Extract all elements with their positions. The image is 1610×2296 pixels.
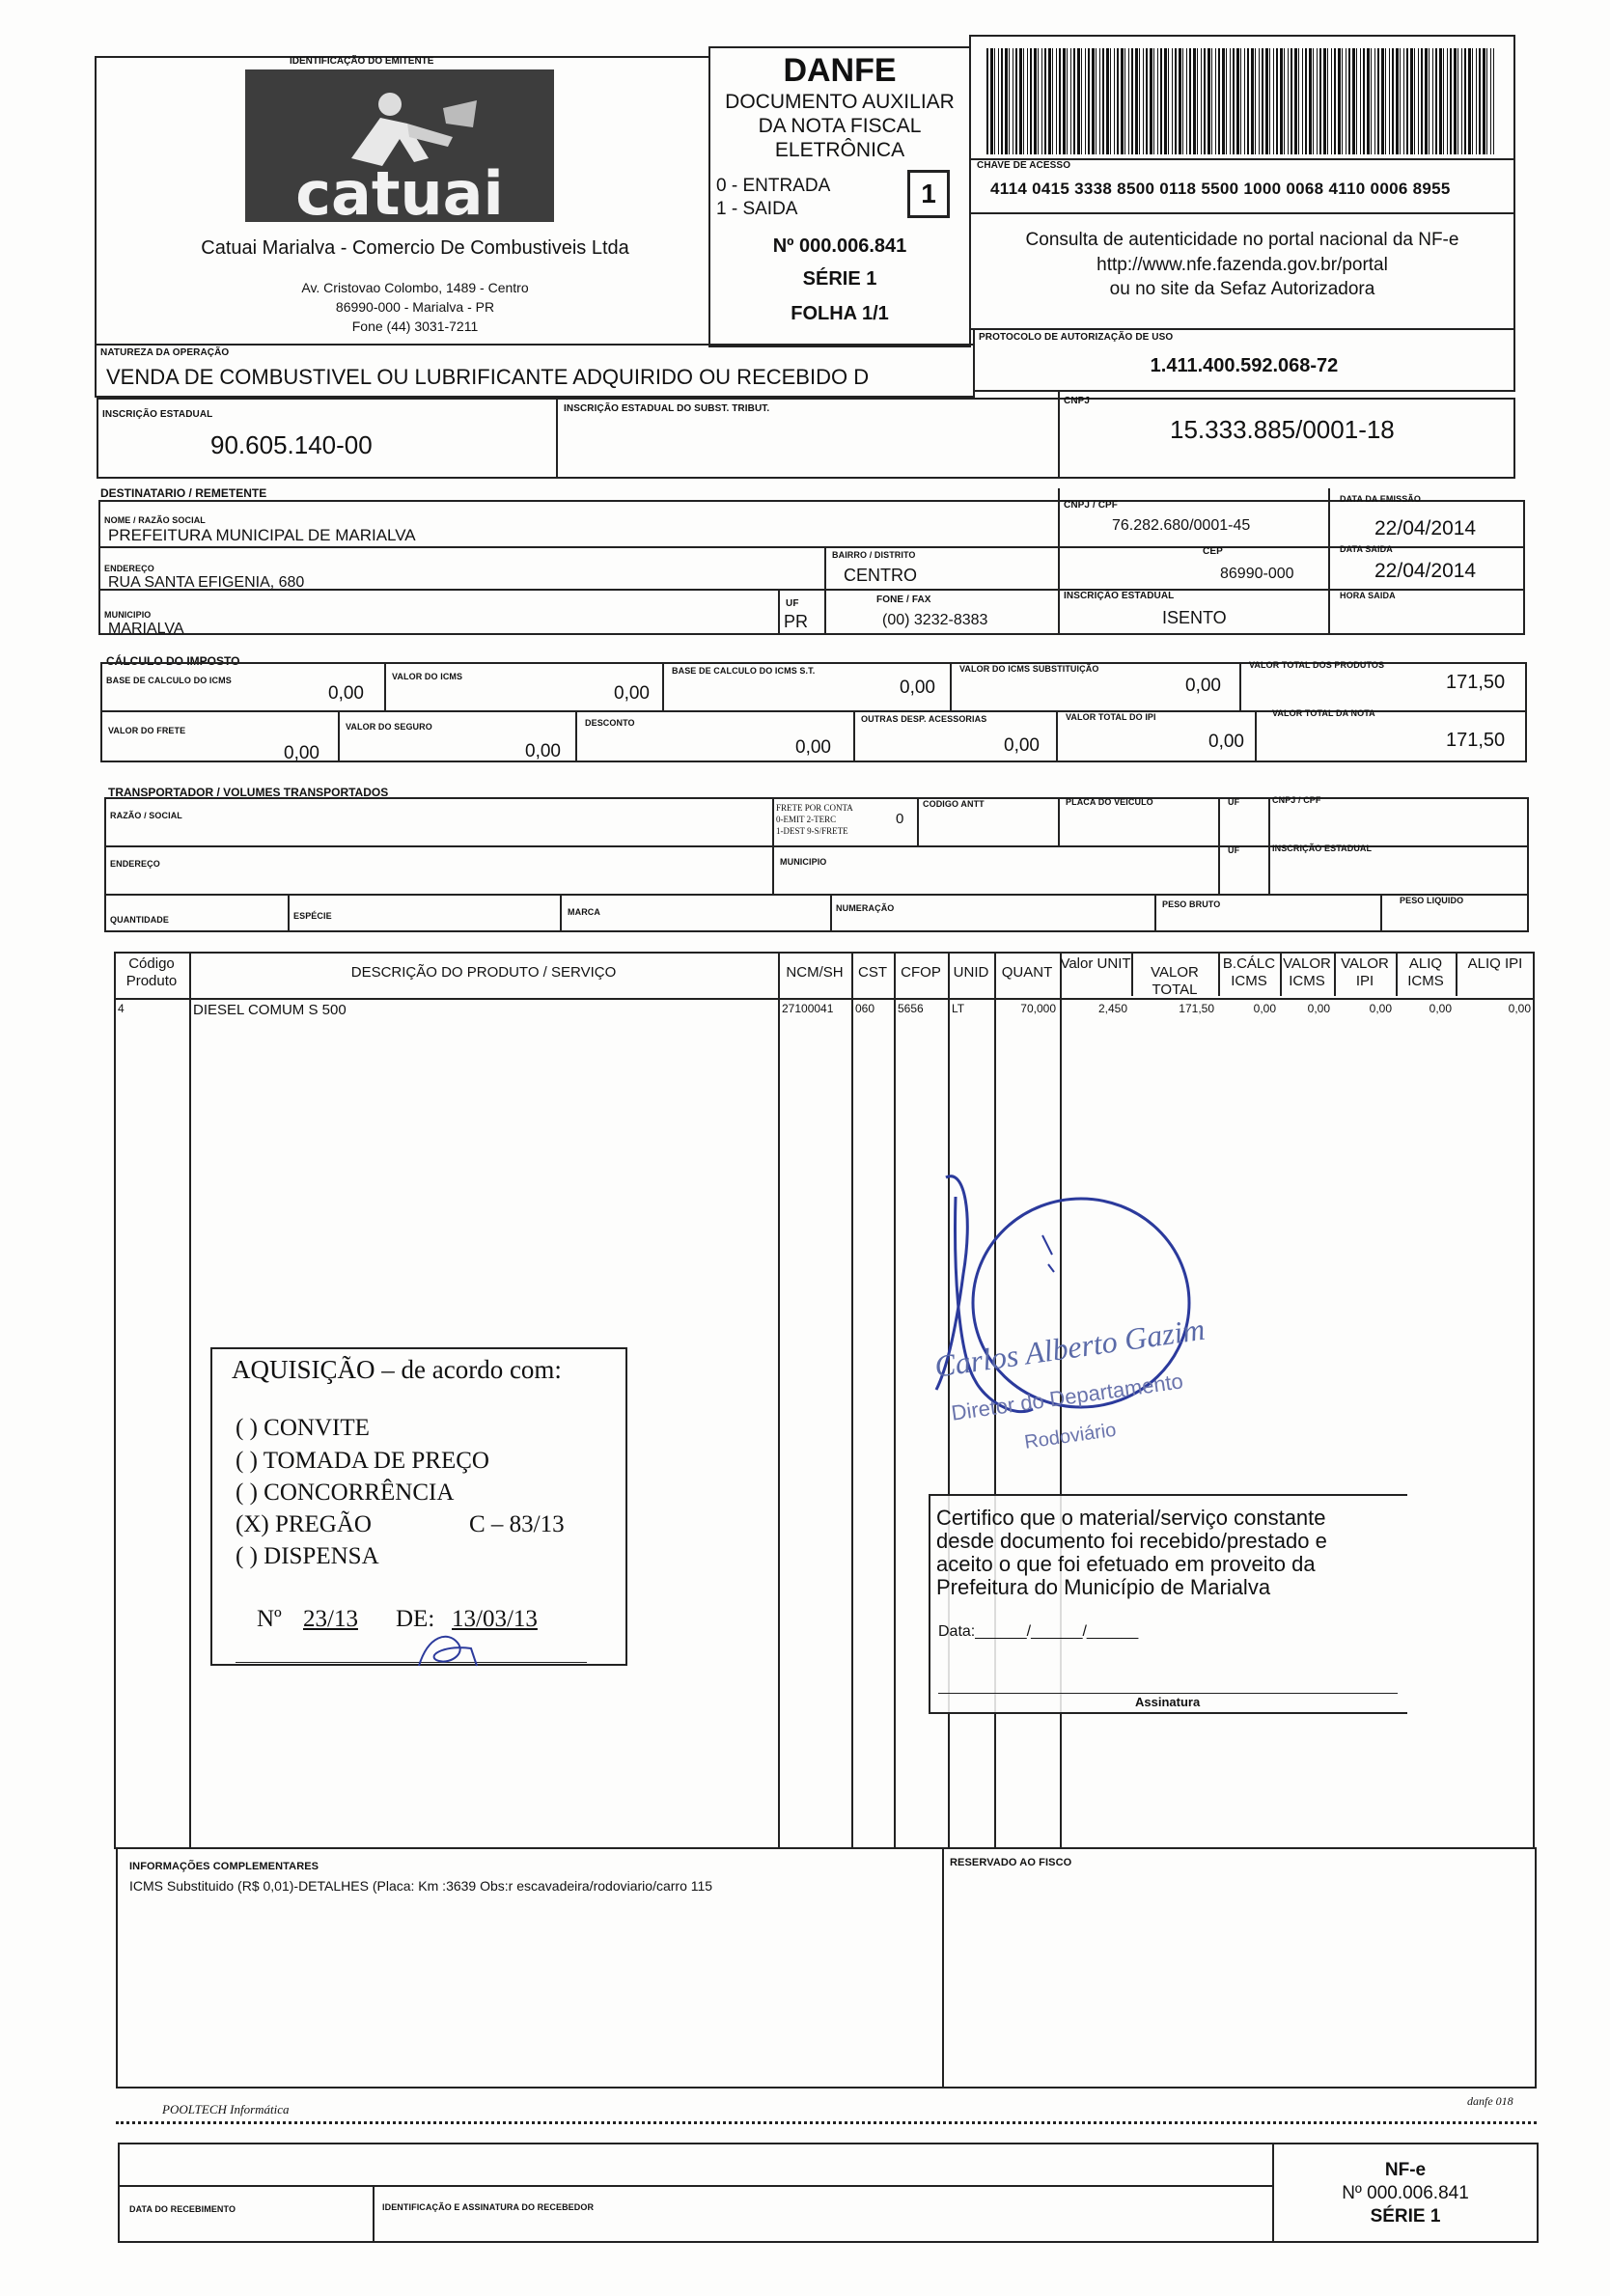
certify-assinatura: Assinatura xyxy=(1135,1695,1201,1709)
recipient-cnpj-value: 76.282.680/0001-45 xyxy=(1112,517,1251,534)
tax-col-9 xyxy=(1255,710,1257,762)
table-cell: 0,00 xyxy=(1429,1002,1452,1015)
recipient-municipio-label: MUNICIPIO xyxy=(104,610,152,620)
emitter-section-label: IDENTIFICAÇÃO DO EMITENTE xyxy=(290,56,434,67)
acquisition-date-label: DE: xyxy=(396,1606,435,1632)
transport-municipio-label: MUNICIPIO xyxy=(780,857,827,867)
table-cell: 70,000 xyxy=(1020,1002,1056,1015)
products-header-cell: DESCRIÇÃO DO PRODUTO / SERVIÇO xyxy=(350,964,617,981)
access-key-label: CHAVE DE ACESSO xyxy=(977,160,1071,171)
info-divider xyxy=(942,1847,944,2089)
canhoto-divider-1 xyxy=(373,2185,375,2243)
ie-divider-1 xyxy=(556,398,558,479)
recipient-bairro-label: BAIRRO / DISTRITO xyxy=(832,550,916,560)
emitter-logo xyxy=(245,69,554,222)
certify-signature-line xyxy=(938,1693,1398,1694)
logo-text: catuai xyxy=(295,158,504,222)
tax-col-2 xyxy=(662,662,664,710)
table-cell: 0,00 xyxy=(1307,1002,1330,1015)
table-cell: 4 xyxy=(118,1002,125,1015)
danfe-saida: 1 - SAIDA xyxy=(716,199,798,219)
products-header-cell: QUANT xyxy=(1001,964,1053,981)
products-header-cell: ALIQ ICMS xyxy=(1407,955,1444,989)
products-header-cell: CFOP xyxy=(901,964,941,981)
transport-col-10 xyxy=(1380,894,1382,932)
acquisition-pregao-ref: C – 83/13 xyxy=(469,1511,565,1537)
recipient-name-label: NOME / RAZÃO SOCIAL xyxy=(104,515,206,525)
danfe-subtitle-3: ELETRÔNICA xyxy=(774,139,905,161)
transport-frete-3: 1-DEST 9-S/FRETE xyxy=(776,826,848,836)
danfe-serie: SÉRIE 1 xyxy=(802,268,877,290)
transport-frete-value: 0 xyxy=(896,811,904,827)
acquisition-title: AQUISIÇÃO – de acordo com: xyxy=(232,1355,562,1384)
transport-col-5 xyxy=(1268,797,1270,894)
cnpj-value: 15.333.885/0001-18 xyxy=(1170,415,1395,444)
recipient-bairro-value: CENTRO xyxy=(844,566,917,585)
tax-frete-label: VALOR DO FRETE xyxy=(108,726,186,735)
acquisition-opt-tomada: ( ) TOMADA DE PREÇO xyxy=(236,1448,489,1474)
access-divider-2 xyxy=(969,212,1515,214)
acquisition-num-label: Nº xyxy=(257,1606,282,1632)
canhoto-serie: SÉRIE 1 xyxy=(1370,2206,1441,2227)
recipient-title: DESTINATARIO / REMETENTE xyxy=(100,486,267,500)
danfe-type-box: 1 xyxy=(907,170,950,218)
tax-base-st: 0,00 xyxy=(900,678,935,698)
transport-antt-label: CODIGO ANTT xyxy=(923,799,985,809)
products-header-cell: CST xyxy=(858,964,887,981)
acquisition-opt-dispensa: ( ) DISPENSA xyxy=(236,1543,379,1569)
products-col-divider xyxy=(778,952,780,1849)
danfe-number: Nº 000.006.841 xyxy=(772,235,907,257)
acquisition-date-value: 13/03/13 xyxy=(452,1606,538,1632)
director-role-2: Rodoviário xyxy=(1023,1419,1118,1453)
info-label: INFORMAÇÕES COMPLEMENTARES xyxy=(129,1861,319,1872)
tax-ipi: 0,00 xyxy=(1208,732,1244,752)
transport-row-2 xyxy=(104,894,1529,896)
acquisition-num-value: 23/13 xyxy=(303,1606,358,1632)
table-cell: 0,00 xyxy=(1369,1002,1392,1015)
tax-seguro: 0,00 xyxy=(525,741,561,761)
canhoto-nfe: NF-e xyxy=(1384,2160,1427,2180)
tax-frete: 0,00 xyxy=(284,743,319,763)
recipient-fone-label: FONE / FAX xyxy=(876,595,931,605)
certify-date: Data:______/______/______ xyxy=(938,1623,1139,1640)
products-col-divider xyxy=(189,952,191,1849)
cut-line xyxy=(116,2121,1537,2124)
transport-peso-bruto-label: PESO BRUTO xyxy=(1162,899,1221,909)
natureza-label: NATUREZA DA OPERAÇÃO xyxy=(100,347,230,358)
products-header-cell: Valor UNIT xyxy=(1060,955,1131,972)
transport-col-4 xyxy=(1218,797,1220,894)
tax-total-prod: 171,50 xyxy=(1446,672,1506,693)
consulta-line-1: Consulta de autenticidade no portal nacional da NF-e xyxy=(1025,230,1459,250)
transport-col-8 xyxy=(830,894,832,932)
ie-value: 90.605.140-00 xyxy=(210,430,373,459)
recipient-endereco-value: RUA SANTA EFIGENIA, 680 xyxy=(108,574,305,591)
recipient-endereco-label: ENDEREÇO xyxy=(104,564,154,573)
tax-valor-icms-label: VALOR DO ICMS xyxy=(392,672,463,681)
transport-uf-label: UF xyxy=(1228,797,1240,807)
transport-frete-1: FRETE POR CONTA xyxy=(776,803,853,813)
recipient-row-1 xyxy=(98,546,1525,548)
recipient-box xyxy=(98,500,1525,635)
transport-cnpj-label: CNPJ / CPF xyxy=(1272,795,1321,805)
products-header-cell: NCM/SH xyxy=(786,964,844,981)
emitter-phone: Fone (44) 3031-7211 xyxy=(351,318,479,334)
table-cell: DIESEL COMUM S 500 xyxy=(193,1002,347,1018)
danfe-folha: FOLHA 1/1 xyxy=(791,303,889,324)
table-cell: 0,00 xyxy=(1508,1002,1531,1015)
certify-line-1: Certifico que o material/serviço constante xyxy=(936,1506,1326,1530)
consulta-line-2: http://www.nfe.fazenda.gov.br/portal xyxy=(1096,255,1388,275)
acquisition-opt-convite: ( ) CONVITE xyxy=(236,1415,370,1441)
products-header-cell: VALOR ICMS xyxy=(1283,955,1331,989)
table-cell: 2,450 xyxy=(1097,1002,1127,1015)
recipient-ie-value: ISENTO xyxy=(1162,608,1227,627)
certify-line-2: desde documento foi recebido/prestado e xyxy=(936,1529,1327,1553)
transport-endereco-label: ENDEREÇO xyxy=(110,859,160,869)
danfe-entrada: 0 - ENTRADA xyxy=(716,176,831,196)
tax-valor-st-label: VALOR DO ICMS SUBSTITUIÇÃO xyxy=(959,664,1099,674)
tax-title: CÁLCULO DO IMPOSTO xyxy=(106,654,240,668)
transport-col-1 xyxy=(772,797,774,894)
products-col-divider xyxy=(894,952,896,1849)
transport-title: TRANSPORTADOR / VOLUMES TRANSPORTADOS xyxy=(108,786,389,799)
recipient-municipio-value: MARIALVA xyxy=(108,621,184,637)
tax-desconto-label: DESCONTO xyxy=(585,718,635,728)
emitter-address-1: Av. Cristovao Colombo, 1489 - Centro xyxy=(301,280,529,295)
transport-peso-liquido-label: PESO LIQUIDO xyxy=(1400,896,1464,905)
products-header-cell: VALOR TOTAL xyxy=(1151,964,1199,998)
transport-placa-label: PLACA DO VEICULO xyxy=(1066,797,1153,807)
table-cell: 5656 xyxy=(898,1002,924,1015)
tax-col-6 xyxy=(575,710,577,762)
director-name: Carlos Alberto Gazim xyxy=(932,1311,1208,1384)
transport-quantidade-label: QUANTIDADE xyxy=(110,915,169,925)
access-key-value: 4114 0415 3338 8500 0118 5500 1000 0068 4110 0006 8955 xyxy=(990,180,1451,198)
ie-divider-2 xyxy=(1058,392,1060,479)
products-header-cell: B.CÁLC ICMS xyxy=(1222,955,1276,989)
form-code: danfe 018 xyxy=(1467,2094,1513,2108)
tax-col-1 xyxy=(384,662,386,710)
table-cell: LT xyxy=(952,1002,965,1015)
emitter-address-2: 86990-000 - Marialva - PR xyxy=(335,299,495,315)
recipient-cep-value: 86990-000 xyxy=(1220,566,1294,582)
certify-line-4: Prefeitura do Município de Marialva xyxy=(936,1575,1271,1599)
recipient-emissao-value: 22/04/2014 xyxy=(1374,517,1477,539)
tax-outras: 0,00 xyxy=(1004,735,1040,756)
transport-razao-label: RAZÃO / SOCIAL xyxy=(110,811,182,820)
fisco-label: RESERVADO AO FISCO xyxy=(950,1857,1072,1868)
recipient-row-2 xyxy=(98,589,1525,591)
recebimento-label: DATA DO RECEBIMENTO xyxy=(129,2204,236,2214)
transport-col-2 xyxy=(917,797,919,845)
recipient-cnpj-label: CNPJ / CPF xyxy=(1064,500,1119,511)
transport-col-6 xyxy=(288,894,290,932)
transport-marca-label: MARCA xyxy=(568,907,600,917)
products-col-divider xyxy=(851,952,853,1849)
products-header-cell: VALOR IPI xyxy=(1341,955,1389,989)
table-cell: 060 xyxy=(855,1002,875,1015)
table-cell: 171,50 xyxy=(1179,1002,1214,1015)
tax-col-8 xyxy=(1056,710,1058,762)
products-header-cell: UNID xyxy=(953,964,989,981)
products-header-cell: ALIQ IPI xyxy=(1467,955,1523,972)
ie-label: INSCRIÇÃO ESTADUAL xyxy=(102,409,213,420)
director-role-1: Diretor do Departamento xyxy=(950,1369,1185,1425)
natureza-value: VENDA DE COMBUSTIVEL OU LUBRIFICANTE ADQUIRIDO OU RECEBIDO D xyxy=(106,365,870,389)
transport-frete-2: 0-EMIT 2-TERC xyxy=(776,815,837,824)
acquisition-opt-pregao: (X) PREGÃO xyxy=(236,1511,372,1537)
emitter-name: Catuai Marialva - Comercio De Combustiveis Ltda xyxy=(201,237,629,259)
recipient-fone-value: (00) 3232-8383 xyxy=(882,612,988,628)
canhoto-number: Nº 000.006.841 xyxy=(1342,2183,1469,2203)
tax-outras-label: OUTRAS DESP. ACESSORIAS xyxy=(861,714,987,724)
tax-total-nota-label: VALOR TOTAL DA NOTA xyxy=(1272,708,1375,718)
tax-total-nota: 171,50 xyxy=(1446,730,1506,751)
consulta-line-3: ou no site da Sefaz Autorizadora xyxy=(1109,279,1375,299)
recipient-emissao-label: DATA DA EMISSÃO xyxy=(1340,494,1421,504)
tax-base-icms: 0,00 xyxy=(328,683,364,704)
recipient-col-c xyxy=(824,546,826,635)
transport-numeracao-label: NUMERAÇÃO xyxy=(836,903,895,913)
tax-col-7 xyxy=(853,710,855,762)
transport-col-9 xyxy=(1154,894,1156,932)
recipient-saida-label: DATA SAIDA xyxy=(1340,544,1393,554)
tax-total-prod-label: VALOR TOTAL DOS PRODUTOS xyxy=(1249,660,1385,670)
tax-valor-st: 0,00 xyxy=(1185,676,1221,696)
tax-col-4 xyxy=(1239,662,1241,710)
danfe-title: DANFE xyxy=(783,52,897,89)
cnpj-label: CNPJ xyxy=(1064,396,1091,406)
table-cell: 0,00 xyxy=(1253,1002,1276,1015)
tax-col-5 xyxy=(338,710,340,762)
transport-col-7 xyxy=(560,894,562,932)
info-value: ICMS Substituido (R$ 0,01)-DETALHES (Placa: Km :3639 Obs:r escavadeira/rodoviario/carro 115 xyxy=(129,1878,713,1894)
recipient-ie-label: INSCRIÇÃO ESTADUAL xyxy=(1064,591,1175,601)
danfe-subtitle-1: DOCUMENTO AUXILIAR xyxy=(725,91,955,113)
protocolo-label: PROTOCOLO DE AUTORIZAÇÃO DE USO xyxy=(979,332,1174,343)
tax-ipi-label: VALOR TOTAL DO IPI xyxy=(1066,712,1156,722)
recipient-hora-label: HORA SAIDA xyxy=(1340,591,1396,600)
recipient-name-value: PREFEITURA MUNICIPAL DE MARIALVA xyxy=(108,526,416,544)
acquisition-opt-concorrencia: ( ) CONCORRÊNCIA xyxy=(236,1480,455,1506)
tax-col-3 xyxy=(950,662,952,710)
danfe-subtitle-2: DA NOTA FISCAL xyxy=(758,115,922,137)
recipient-cep-label: CEP xyxy=(1203,546,1223,557)
tax-base-icms-label: BASE DE CALCULO DO ICMS xyxy=(106,676,232,685)
recipient-col-b xyxy=(1328,488,1330,635)
tax-desconto: 0,00 xyxy=(795,737,831,758)
certify-line-3: aceito o que foi efetuado em proveito da xyxy=(936,1552,1316,1576)
transport-uf2-label: UF xyxy=(1228,845,1240,855)
canhoto-row xyxy=(118,2185,1272,2187)
recipient-col-a xyxy=(1058,488,1060,635)
recipient-col-d xyxy=(778,589,780,635)
table-cell: 27100041 xyxy=(782,1002,834,1015)
recipient-uf-label: UF xyxy=(786,598,799,609)
tax-valor-icms: 0,00 xyxy=(614,683,650,704)
transport-col-3 xyxy=(1058,797,1060,845)
transport-especie-label: ESPÉCIE xyxy=(293,911,332,921)
tax-seguro-label: VALOR DO SEGURO xyxy=(346,722,432,732)
recipient-saida-value: 22/04/2014 xyxy=(1374,560,1477,582)
recipient-uf-value: PR xyxy=(784,612,809,631)
products-header-cell: Código Produto xyxy=(125,955,178,989)
transport-ie-label: INSCRIÇÃO ESTADUAL xyxy=(1272,844,1373,853)
protocolo-value: 1.411.400.592.068-72 xyxy=(1150,355,1339,376)
recebedor-label: IDENTIFICAÇÃO E ASSINATURA DO RECEBEDOR xyxy=(382,2202,595,2212)
barcode xyxy=(986,48,1494,154)
ie-st-label: INSCRIÇÃO ESTADUAL DO SUBST. TRIBUT. xyxy=(564,403,770,414)
acquisition-initials-signature xyxy=(409,1627,486,1674)
fuel-worker-logo-icon xyxy=(245,69,554,222)
tax-base-st-label: BASE DE CALCULO DO ICMS S.T. xyxy=(672,666,816,676)
software-credit: POOLTECH Informática xyxy=(162,2102,290,2116)
